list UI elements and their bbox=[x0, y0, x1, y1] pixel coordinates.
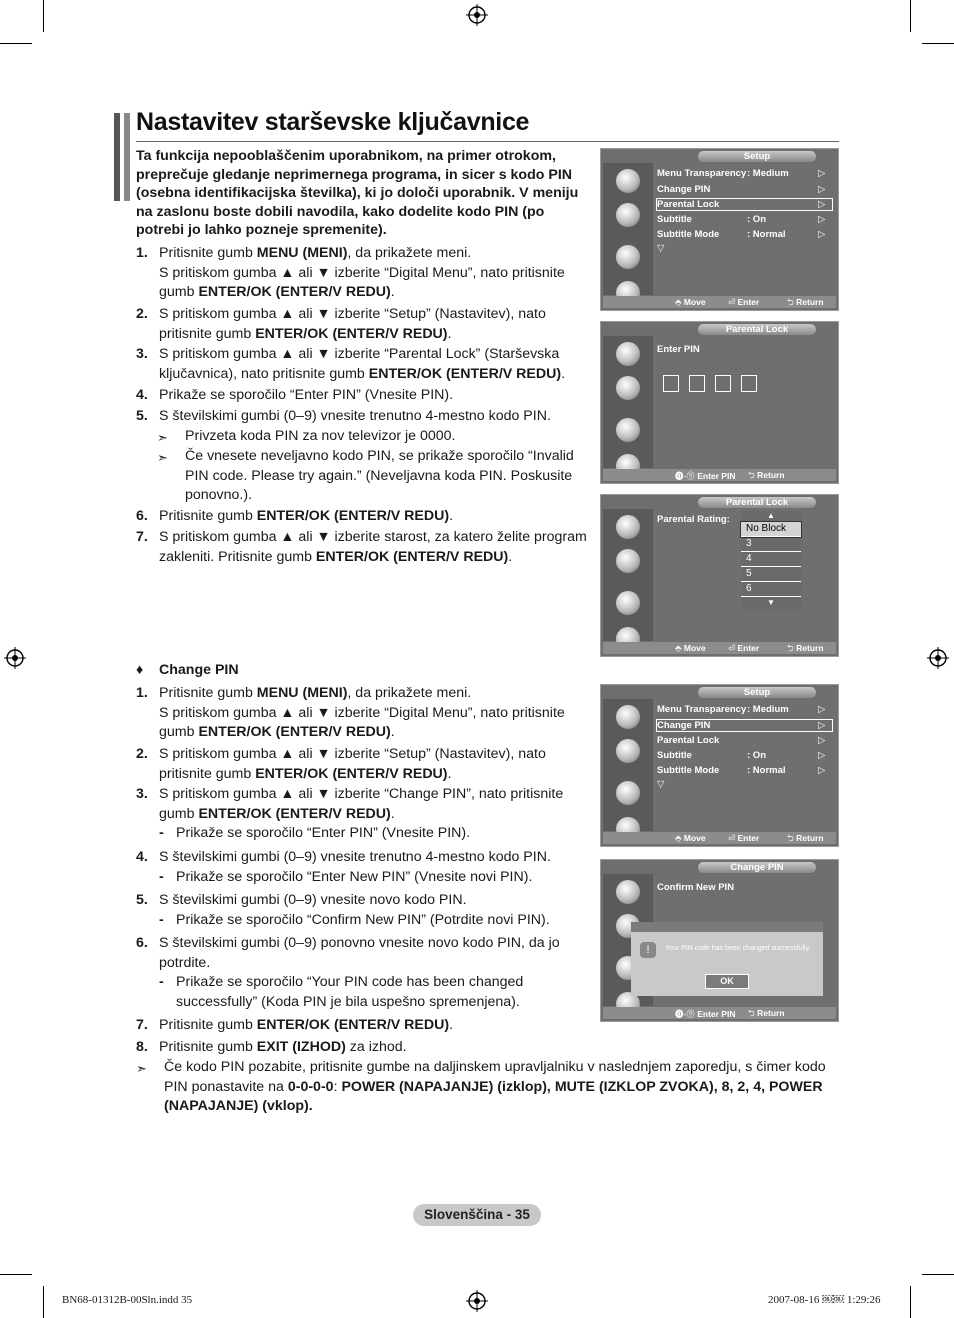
menu-sidebar bbox=[603, 336, 653, 468]
arrow-note-icon: ➣ bbox=[157, 430, 168, 445]
picture-icon bbox=[616, 169, 640, 193]
sub-note: - Prikaže se sporočilo “Confirm New PIN” (Potrdite novi PIN). bbox=[159, 912, 550, 928]
menu-header: Setup bbox=[698, 687, 816, 698]
setup-icon bbox=[616, 591, 640, 615]
sound-icon bbox=[616, 739, 640, 763]
sound-icon bbox=[616, 203, 640, 227]
title-accent bbox=[124, 113, 130, 201]
menu-sidebar bbox=[603, 699, 653, 831]
page-title: Nastavitev starševske ključavnice bbox=[136, 108, 530, 136]
step-3: 3. S pritiskom gumba ▲ ali ▼ izberite “Parental Lock” (Starševska ključavnica), nato pritisnite gumb ENTER/OK (ENTER/V REDU). bbox=[136, 346, 566, 382]
arrow-note-icon: ➣ bbox=[136, 1061, 147, 1076]
menu-footer: ⬘ Move ⏎ Enter ⮌ Return bbox=[603, 832, 836, 844]
menu-item: Subtitle : On ▷ bbox=[657, 214, 826, 225]
arrow-note-icon: ➣ bbox=[157, 450, 168, 465]
enter-pin-label: Enter PIN bbox=[657, 344, 700, 355]
step-1: 1. Pritisnite gumb MENU (MENI), da prikažete meni. S pritiskom gumba ▲ ali ▼ izberite “Digital Menu”, nato pritisnite gumb ENTER/OK (ENTER/V REDU). bbox=[136, 245, 565, 300]
final-note: ➣ Če kodo PIN pozabite, pritisnite gumbe na daljinskem upravljalniku v naslednjem zaporedju, s čimer kodo PIN ponastavite na 0-0-0-0: POWER (NAPAJANJE) (izklop), MUTE (IZKLOP ZVOKA), 8, 2, 4, POWER (NAPAJANJE) (vklop). bbox=[136, 1059, 826, 1114]
step-2: 2. S pritiskom gumba ▲ ali ▼ izberite “Setup” (Nastavitev), nato pritisnite gumb ENTER/OK (ENTER/V REDU). bbox=[136, 746, 546, 782]
info-icon: ! bbox=[640, 942, 656, 958]
sound-icon bbox=[616, 376, 640, 400]
pin-digit-box bbox=[715, 375, 731, 392]
step-5: 5. S številskimi gumbi (0–9) vnesite trenutno 4-mestno kodo PIN. bbox=[136, 408, 551, 424]
menu-item: Menu Transparency : Medium ▷ bbox=[657, 704, 826, 715]
rating-option: 3 bbox=[741, 537, 801, 552]
pin-digit-box bbox=[741, 375, 757, 392]
sub-note: - Prikaže se sporočilo “Enter PIN” (Vnesite PIN). bbox=[159, 825, 471, 841]
scroll-down-icon: ▽ bbox=[657, 243, 665, 254]
step-7: 7. S pritiskom gumba ▲ ali ▼ izberite starost, za katero želite program zakleniti. Pritisnite gumb ENTER/OK (ENTER/V REDU). bbox=[136, 529, 587, 565]
registration-mark-icon bbox=[4, 647, 26, 669]
sub-note: - Prikaže se sporočilo “Your PIN code has been changed successfully” (Koda PIN je bila uspešno spremenjena). bbox=[159, 974, 524, 1010]
menu-item: Change PIN ▷ bbox=[657, 184, 826, 195]
file-slug: BN68-01312B-00Sln.indd 35 bbox=[62, 1294, 193, 1306]
success-dialog bbox=[631, 922, 823, 996]
scroll-down-icon: ▽ bbox=[657, 779, 665, 790]
step-4: 4. Prikaže se sporočilo “Enter PIN” (Vnesite PIN). bbox=[136, 387, 454, 403]
scroll-down-icon: ▼ bbox=[741, 597, 801, 609]
confirm-new-pin-label: Confirm New PIN bbox=[657, 882, 735, 893]
pin-digit-box bbox=[663, 375, 679, 392]
setup-icon bbox=[616, 418, 640, 442]
picture-icon bbox=[616, 342, 640, 366]
menu-footer: ⬘ Move ⏎ Enter ⮌ Return bbox=[603, 296, 836, 308]
step-3: 3. S pritiskom gumba ▲ ali ▼ izberite “Change PIN”, nato pritisnite gumb ENTER/OK (ENTER/V REDU). bbox=[136, 786, 564, 822]
sub-note: - Prikaže se sporočilo “Enter New PIN” (Vnesite novi PIN). bbox=[159, 869, 533, 885]
menu-header: Setup bbox=[698, 151, 816, 162]
picture-icon bbox=[616, 705, 640, 729]
step-2: 2. S pritiskom gumba ▲ ali ▼ izberite “Setup” (Nastavitev), nato pritisnite gumb ENTER/OK (ENTER/V REDU). bbox=[136, 306, 546, 342]
step-6: 6. S številskimi gumbi (0–9) ponovno vnesite novo kodo PIN, da jo potrdite. bbox=[136, 935, 560, 971]
registration-mark-icon bbox=[466, 4, 488, 26]
rating-option-selected: No Block bbox=[741, 522, 801, 537]
date-slug: 2007-08-16 ￼￼ 1:29:26 bbox=[768, 1294, 881, 1306]
step-5: 5. S številskimi gumbi (0–9) vnesite novo kodo PIN. bbox=[136, 892, 467, 908]
tv-menu-enter-pin bbox=[600, 321, 839, 484]
step-1: 1. Pritisnite gumb MENU (MENI), da prikažete meni. S pritiskom gumba ▲ ali ▼ izberite “Digital Menu”, nato pritisnite gumb ENTER/OK (ENTER/V REDU). bbox=[136, 685, 565, 740]
step-6: 6. Pritisnite gumb ENTER/OK (ENTER/V REDU). bbox=[136, 508, 454, 524]
step-8: 8. Pritisnite gumb EXIT (IZHOD) za izhod. bbox=[136, 1039, 407, 1055]
step-7: 7. Pritisnite gumb ENTER/OK (ENTER/V REDU). bbox=[136, 1017, 454, 1033]
menu-item: Subtitle Mode : Normal ▷ bbox=[657, 765, 826, 776]
menu-header: Change PIN bbox=[698, 862, 816, 873]
menu-footer: ⓿-⓽ Enter PIN ⮌ Return bbox=[603, 469, 836, 481]
tv-menu-setup bbox=[600, 148, 839, 311]
sound-icon bbox=[616, 549, 640, 573]
registration-mark-icon bbox=[466, 1290, 488, 1312]
menu-item-selected: Change PIN ▷ bbox=[657, 720, 832, 731]
setup-icon bbox=[616, 781, 640, 805]
title-accent bbox=[114, 113, 120, 201]
menu-footer: ⬘ Move ⏎ Enter ⮌ Return bbox=[603, 642, 836, 654]
menu-item: Subtitle : On ▷ bbox=[657, 750, 826, 761]
picture-icon bbox=[616, 880, 640, 904]
registration-mark-icon bbox=[927, 647, 949, 669]
dialog-message: Your PIN code has been changed successfully. bbox=[665, 945, 811, 952]
tv-menu-setup bbox=[600, 684, 839, 847]
ok-button[interactable]: OK bbox=[705, 974, 749, 989]
setup-icon bbox=[616, 245, 640, 269]
rating-list bbox=[741, 511, 801, 609]
rating-option: 6 bbox=[741, 582, 801, 597]
title-rule bbox=[136, 141, 839, 142]
menu-footer: ⓿-⓽ Enter PIN ⮌ Return bbox=[603, 1007, 836, 1019]
note: ➣ Če vnesete neveljavno kodo PIN, se prikaže sporočilo “Invalid PIN code. Please try again.” (Neveljavna koda PIN. Poskusite ponovno.). bbox=[157, 448, 574, 503]
menu-header: Parental Lock bbox=[698, 324, 816, 335]
note: ➣ Privzeta koda PIN za nov televizor je 0000. bbox=[157, 427, 587, 447]
menu-item: Menu Transparency : Medium ▷ bbox=[657, 168, 826, 179]
rating-option: 4 bbox=[741, 552, 801, 567]
menu-item: Parental Lock ▷ bbox=[657, 735, 826, 746]
rating-option: 5 bbox=[741, 567, 801, 582]
change-pin-heading: ♦ Change PIN bbox=[136, 662, 239, 678]
scroll-up-icon: ▲ bbox=[741, 511, 801, 522]
tv-menu-parental-rating bbox=[600, 494, 839, 657]
menu-sidebar bbox=[603, 509, 653, 641]
menu-sidebar bbox=[603, 163, 653, 295]
picture-icon bbox=[616, 515, 640, 539]
menu-item-selected: Parental Lock ▷ bbox=[657, 199, 832, 210]
menu-header: Parental Lock bbox=[698, 497, 816, 508]
step-4: 4. S številskimi gumbi (0–9) vnesite trenutno 4-mestno kodo PIN. bbox=[136, 849, 551, 865]
page-number: Slovenščina - 35 bbox=[413, 1204, 541, 1226]
pin-digit-box bbox=[689, 375, 705, 392]
intro-paragraph: Ta funkcija nepooblaščenim uporabnikom, na primer otrokom, preprečuje gledanje neprimernega programa, in sicer s kodo PIN (osebna identifikacijska številka), ki jo določi uporabnik. V meniju na zaslonu boste dobili navodila, kako dodelite kodo PIN (po potrebi jo lahko pozneje spremenite). bbox=[136, 148, 579, 239]
menu-item: Subtitle Mode : Normal ▷ bbox=[657, 229, 826, 240]
parental-rating-label: Parental Rating: bbox=[657, 514, 730, 525]
